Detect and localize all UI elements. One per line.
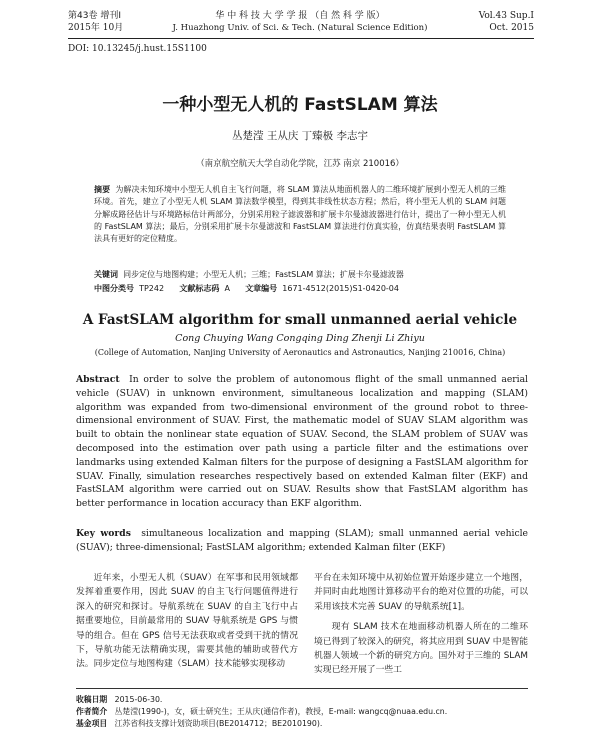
body-paragraph-2: 现有 SLAM 技术在地面移动机器人所在的二维环境已得到了较深入的研究，将其应用到 SUAV 中是智能机器人领域一个新的研究方向。国外对于三维的 SLAM 实现已经开展了一些工	[314, 622, 528, 676]
journal-name-cn: 华 中 科 技 大 学 学 报 （自 然 科 学 版）	[215, 11, 385, 21]
fund-value: 江苏省科技支撑计划资助项目(BE2014712；BE2010190).	[114, 719, 323, 728]
abstract-en-text: In order to solve the problem of autonomous flight of the small unmanned aerial vehicle (SUAV) in unknown environment, simultaneous localization and mapping (SLAM) algorithm was expanded from two-dimensional environment of the ground robot to three-dimensional environment of SUAV. First, the mathematic model of SUAV SLAM algorithm was built to obtain the nonlinear state equation of SUAV. Second, the SLAM problem of SUAV was decomposed into the estimation over path using a particle filter and the estimations over landmarks using extended Kalman filters for the purpose of designing a FastSLAM algorithm for SUAV. Finally, simulation researches respectively based on extended Kalman filter (EKF) and FastSLAM algorithm were carried out on SUAV. Results show that FastSLAM algorithm has better performance in location accuracy than EKF algorithm.	[76, 374, 528, 510]
author-label: 作者简介	[76, 707, 108, 716]
keywords-en-text: simultaneous localization and mapping (SLAM); small unmanned aerial vehicle (SUAV); three-dimensional; FastSLAM algorithm; extended Kalman filter (EKF)	[76, 528, 528, 553]
affiliation-cn: （南京航空航天大学自动化学院，江苏 南京 210016）	[196, 159, 404, 169]
affiliation-en: (College of Automation, Nanjing University of Aeronautics and Astronautics, Nanjing 210016, China)	[94, 348, 506, 357]
header-volume: 第43卷 增刊Ⅰ	[68, 11, 121, 21]
author-value: 丛楚滢(1990-)，女，硕士研究生；王从庆(通信作者)，教授，E-mail: wangcq@nuaa.edu.cn.	[114, 707, 448, 716]
footnote-received	[76, 694, 162, 705]
doc-code-value: A	[224, 284, 230, 293]
received-value: 2015-06-30.	[114, 695, 163, 704]
keywords-cn	[94, 269, 506, 281]
keywords-en-label: Key words	[76, 528, 131, 539]
doc-code-label: 文献标志码	[179, 284, 220, 293]
authors-cn: 丛楚滢 王从庆 丁臻极 李志宇	[231, 130, 368, 142]
footnote-author	[76, 706, 447, 717]
title-en: A FastSLAM algorithm for small unmanned aerial vehicle	[82, 312, 518, 328]
header-volume-en: Vol.43 Sup.Ⅰ	[478, 11, 534, 21]
header-rule	[68, 38, 534, 39]
body-column-left: 近年来，小型无人机（SUAV）在军事和民用领域都发挥着重要作用，因此 SUAV 的自主飞行问题值得进行深入的研究和探讨。导航系统在 SUAV 的自主飞行中占据重要地位，目前最常用的 SUAV 导航系统是 GPS 与惯导的组合。但在 GPS 信号无法获取或者受到干扰的情况下，导航功能无法精确实现，需要其他的辅助或替代方法。同步定位与地图构建（SLAM）技术能够实现移动	[76, 573, 298, 670]
clc-label: 中图分类号	[94, 284, 134, 293]
abstract-en	[76, 373, 528, 511]
keywords-cn-text: 同步定位与地图构建；小型无人机；三维；FastSLAM 算法；扩展卡尔曼滤波器	[123, 270, 404, 279]
abstract-en-label: Abstract	[76, 374, 120, 385]
clc-value: TP242	[139, 284, 165, 293]
authors-en: Cong Chuying Wang Congqing Ding Zhenji Li Zhiyu	[175, 333, 425, 344]
article-no-value: 1671-4512(2015)S1-0420-04	[282, 284, 399, 293]
body-paragraph-1: 平台在未知环境中从初始位置开始逐步建立一个地图，并同时由此地图计算移动平台的绝对位置的功能，可以采用该技术完善 SUAV 的导航系统[1]。	[314, 573, 528, 612]
header-date-en: Oct. 2015	[489, 23, 534, 33]
title-cn: 一种小型无人机的 FastSLAM 算法	[162, 95, 438, 115]
keywords-en	[76, 527, 528, 555]
received-label: 收稿日期	[76, 695, 108, 704]
abstract-cn-label: 摘要	[94, 185, 111, 194]
fund-label: 基金项目	[76, 719, 108, 728]
article-no-label: 文章编号	[245, 284, 278, 293]
doi: DOI: 10.13245/j.hust.15S1100	[68, 44, 207, 54]
journal-name-en: J. Huazhong Univ. of Sci. & Tech. (Natural Science Edition)	[172, 23, 428, 33]
classification-line	[94, 283, 399, 294]
body-column-right	[314, 571, 528, 678]
footnote-rule	[76, 688, 528, 689]
abstract-cn	[94, 184, 506, 245]
abstract-cn-text: 为解决未知环境中小型无人机自主飞行问题，将 SLAM 算法从地面机器人的二维环境扩展到小型无人机的三维环境。首先，建立了小型无人机 SLAM 算法数学模型，得到其非线性状态方程；然后，将小型无人机的 SLAM 问题分解成路径估计与环境路标估计两部分，分别采用粒子滤波器和扩展卡尔曼滤波器进行估计，提出了一种小型无人机的 FastSLAM 算法；最后，分别采用扩展卡尔曼滤波和 FastSLAM 算法进行仿真实验，仿真结果表明 FastSLAM 算法具有更好的定位精度。	[94, 185, 507, 244]
header-date: 2015年 10月	[68, 23, 124, 33]
keywords-cn-label: 关键词	[94, 270, 118, 279]
footnote-fund	[76, 718, 322, 729]
